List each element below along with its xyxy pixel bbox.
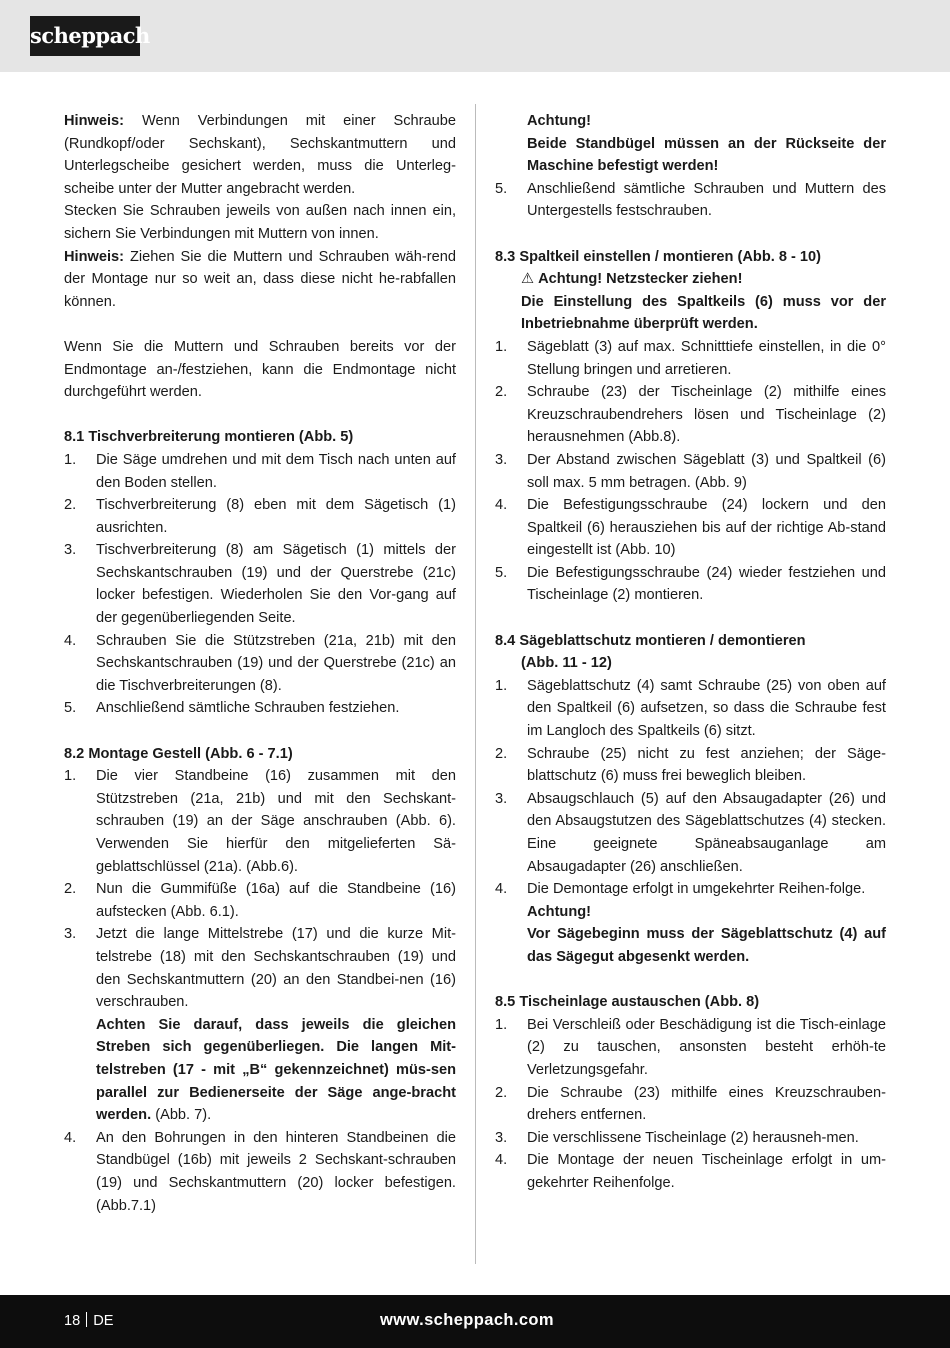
spaltkeil-check-note: Die Einstellung des Spaltkeils (6) muss vor der Inbetriebnahme überprüft werden. bbox=[521, 293, 886, 333]
stecken-paragraph: Stecken Sie Schrauben jeweils von außen nach innen ein, sichern Sie Verbindungen mit Muttern von innen. bbox=[64, 203, 456, 242]
list-item: 3. Jetzt die lange Mittelstrebe (17) und die kurze Mit-telstrebe (18) mit den Sechskantschrauben (19) und den Sechskantmuttern (20) an den Standbei-nen (16) verschrauben. bbox=[64, 926, 456, 1011]
right-column bbox=[495, 110, 886, 1195]
list-item: 3. Der Abstand zwischen Sägeblatt (3) und Spaltkeil (6) soll max. 5 mm betragen. (Abb. 9) bbox=[495, 451, 886, 491]
achtung-label: Achtung! bbox=[527, 113, 592, 129]
list-item: 1. Die vier Standbeine (16) zusammen mit den Stützstreben (21a, 21b) und mit den Sechskant-schrauben (19) an der Säge anschrauben (Abb. 6). Verwenden Sie hierfür den mitgelieferten Sä-geblattschlüssel (21a). (Abb.6). bbox=[64, 768, 456, 875]
list-item: 3. Absaugschlauch (5) auf den Absaugadapter (26) und den Absaugstutzen des Sägeblattschutzes (4) stecken. Eine geeignete Späneabsauganlage am Absaugadapter (26) anschließen. bbox=[495, 790, 886, 875]
column-divider bbox=[475, 104, 476, 1264]
list-item: 2. Tischverbreiterung (8) eben mit dem Sägetisch (1) ausrichten. bbox=[64, 497, 456, 536]
list-item: 4. An den Bohrungen in den hinteren Standbeinen die Standbügel (16b) mit jeweils 2 Sechskant-schrauben (19) und Sechskantmuttern (20) locker befestigen. (Abb.7.1) bbox=[64, 1129, 456, 1214]
list-item: 2. Schraube (23) der Tischeinlage (2) mithilfe eines Kreuzschraubendrehers lösen und Tischeinlage (2) herausnehmen (Abb.8). bbox=[495, 384, 886, 446]
list-item: 4. Die Befestigungsschraube (24) lockern und den Spaltkeil (6) herausziehen bis auf der richtige Ab-stand eingestellt ist (Abb. 10) bbox=[495, 497, 886, 559]
list-item: 1. Sägeblattschutz (4) samt Schraube (25) von oben auf den Spaltkeil (6) aufsetzen, so dass die Schraube fest im Langloch des Spaltkeils (6) sitzt. bbox=[495, 677, 886, 740]
left-column bbox=[64, 110, 456, 1217]
list-item: 4. Die Montage der neuen Tischeinlage erfolgt in um-gekehrter Reihenfolge. bbox=[495, 1152, 886, 1191]
list-item: 2. Nun die Gummifüße (16a) auf die Standbeine (16) aufstecken (Abb. 6.1). bbox=[64, 881, 456, 920]
list-item: 1. Bei Verschleiß oder Beschädigung ist die Tisch-einlage (2) zu tauschen, ansonsten besteht erhöh-te Verletzungsgefahr. bbox=[495, 1016, 886, 1078]
list-item: 5. Anschließend sämtliche Schrauben und Muttern des Untergestells festschrauben. bbox=[495, 180, 886, 220]
list-item: 2. Die Schraube (23) mithilfe eines Kreuzschrauben-drehers entfernen. bbox=[495, 1084, 886, 1124]
hinweis-paragraph: Hinweis: Wenn Verbindungen mit einer Schraube (Rundkopf/oder Sechskant), Sechskantmuttern und Unterlegscheibe gesichert werden, muss die Unterleg-scheibe unter der Mutter angebracht werden. bbox=[64, 113, 456, 197]
list-item: 5. Anschließend sämtliche Schrauben festziehen. bbox=[64, 700, 400, 717]
wenn-paragraph: Wenn Sie die Muttern und Schrauben bereits vor der Endmontage an-/festziehen, kann die Endmontage nicht durchgeführt werden. bbox=[64, 338, 456, 401]
section-8-4-heading: 8.4 Sägeblattschutz montieren / demontieren bbox=[495, 632, 806, 649]
list-item: 4. Die Demontage erfolgt in umgekehrter Reihen-folge. bbox=[495, 881, 866, 898]
list-item: 1. Die Säge umdrehen und mit dem Tisch nach unten auf den Boden stellen. bbox=[64, 451, 456, 491]
section-8-1-heading: 8.1 Tischverbreiterung montieren (Abb. 5) bbox=[64, 429, 354, 446]
hinweis2-paragraph: Hinweis: Ziehen Sie die Muttern und Schrauben wäh-rend der Montage nur so weit an, dass diese nicht he-rabfallen können. bbox=[64, 248, 456, 310]
website-link[interactable]: www.scheppach.com bbox=[380, 1311, 554, 1329]
warning-triangle-icon: ⚠ bbox=[521, 271, 535, 288]
list-item: 1. Sägeblatt (3) auf max. Schnitttiefe einstellen, in die 0° Stellung bringen und arretieren. bbox=[495, 338, 886, 378]
achtung-label: Achtung! bbox=[527, 903, 592, 920]
page-number: 18 DE bbox=[64, 1313, 114, 1329]
list-item: 3. Die verschlissene Tischeinlage (2) herausneh-men. bbox=[495, 1129, 859, 1146]
page-header bbox=[0, 0, 950, 72]
netzstecker-warning: ⚠ Achtung! Netzstecker ziehen! bbox=[495, 268, 886, 291]
list-item: 3. Tischverbreiterung (8) am Sägetisch (1) mittels der Sechskantschrauben (19) und der Querstrebe (21c) locker befestigen. Wiederholen Sie den Vor-gang auf der gegenüberliegenden Seite. bbox=[64, 542, 456, 627]
section-8-2-heading: 8.2 Montage Gestell (Abb. 6 - 7.1) bbox=[64, 745, 293, 762]
saegeblattschutz-warning: Vor Sägebeginn muss der Sägeblattschutz (4) auf das Sägegut abgesenkt werden. bbox=[527, 926, 886, 965]
streben-note: Achten Sie darauf, dass jeweils die gleichen Streben sich gegenüberliegen. Die langen Mit-telstreben (17 - mit „B“ gekennzeichnet) müs-sen parallel zur Bedienerseite der Säge ange-bracht werden. (Abb. 7). bbox=[96, 1016, 456, 1124]
page-footer bbox=[0, 1295, 950, 1348]
section-8-5-heading: 8.5 Tischeinlage austauschen (Abb. 8) bbox=[495, 994, 760, 1011]
section-8-3-heading: 8.3 Spaltkeil einstellen / montieren (Abb. 8 - 10) bbox=[495, 248, 822, 265]
standbuegel-warning: Beide Standbügel müssen an der Rückseite der Maschine befestigt werden! bbox=[527, 135, 886, 175]
list-item: 2. Schraube (25) nicht zu fest anziehen; der Säge-blattschutz (6) muss frei beweglich bleiben. bbox=[495, 745, 886, 785]
list-item: 4. Schrauben Sie die Stützstreben (21a, 21b) mit den Sechskantschrauben (19) und der Querstrebe (21c) an die Tischverbreiterungen (8). bbox=[64, 632, 456, 694]
language-code: DE bbox=[93, 1313, 114, 1329]
scheppach-logo: scheppach bbox=[30, 16, 140, 56]
list-item: 5. Die Befestigungsschraube (24) wieder festziehen und Tischeinlage (2) montieren. bbox=[495, 564, 886, 604]
section-8-4-heading-ref: (Abb. 11 - 12) bbox=[521, 655, 612, 672]
